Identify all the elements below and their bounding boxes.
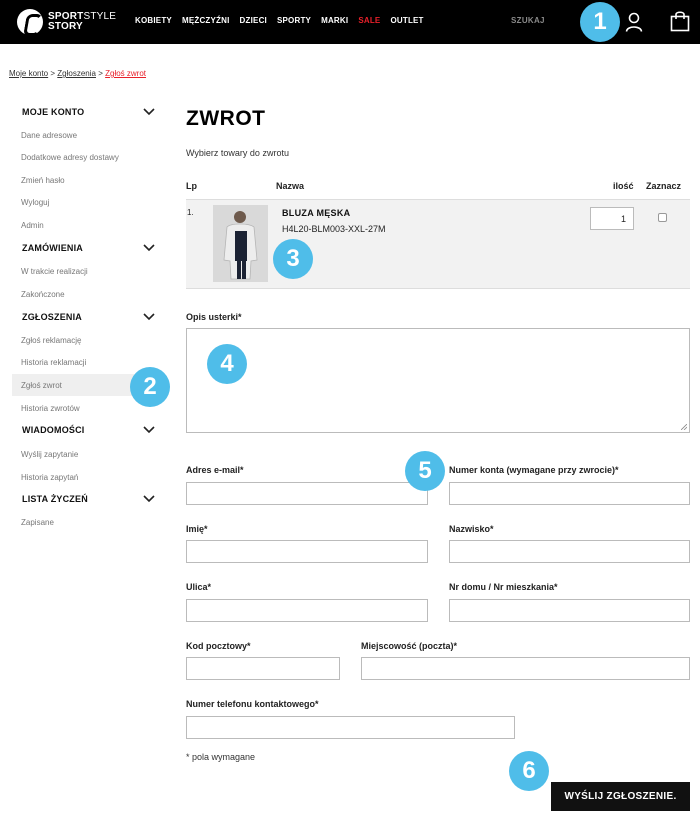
sidebar-item-dane-adresowe[interactable]: Dane adresowe bbox=[21, 131, 78, 140]
column-header-select: Zaznacz bbox=[646, 181, 682, 191]
nav-item-outlet[interactable]: OUTLET bbox=[390, 16, 424, 25]
phone-label: Numer telefonu kontaktowego* bbox=[186, 699, 319, 709]
product-name: BLUZA MĘSKA bbox=[282, 208, 351, 218]
logo-icon bbox=[17, 9, 43, 35]
chevron-down-icon[interactable] bbox=[143, 244, 155, 252]
last-name-field[interactable] bbox=[449, 540, 690, 563]
breadcrumb bbox=[9, 69, 146, 78]
column-header-qty: ilość bbox=[613, 181, 634, 191]
city-field[interactable] bbox=[361, 657, 690, 680]
sidebar-item-wyslij-zapytanie[interactable]: Wyślij zapytanie bbox=[21, 450, 79, 459]
logo-text-sport: SPORT bbox=[48, 11, 84, 22]
page-title: ZWROT bbox=[186, 107, 266, 130]
defect-description-label: Opis usterki* bbox=[186, 312, 242, 322]
chevron-down-icon[interactable] bbox=[143, 495, 155, 503]
main-nav bbox=[135, 16, 424, 25]
chevron-down-icon[interactable] bbox=[143, 313, 155, 321]
breadcrumb-zgloszenia[interactable]: Zgłoszenia bbox=[57, 69, 96, 78]
email-field[interactable] bbox=[186, 482, 428, 505]
row-number: 1. bbox=[187, 208, 194, 217]
page-subtitle: Wybierz towary do zwrotu bbox=[186, 148, 289, 158]
sidebar-section-zgloszenia[interactable]: ZGŁOSZENIA bbox=[22, 312, 82, 322]
sidebar-item-zglos-zwrot[interactable]: Zgłoś zwrot bbox=[21, 381, 62, 390]
nav-item-sale[interactable]: SALE bbox=[358, 16, 381, 25]
sidebar-item-zmien-haslo[interactable]: Zmień hasło bbox=[21, 176, 65, 185]
first-name-label: Imię* bbox=[186, 524, 208, 534]
step-marker-4: 4 bbox=[207, 344, 247, 384]
nav-item-sporty[interactable]: SPORTY bbox=[276, 16, 312, 25]
sidebar-item-historia-zwrotow[interactable]: Historia zwrotów bbox=[21, 404, 80, 413]
city-label: Miejscowość (poczta)* bbox=[361, 641, 458, 651]
search-field[interactable]: SZUKAJ bbox=[511, 16, 545, 25]
breadcrumb-separator: > bbox=[98, 69, 103, 78]
product-code: H4L20-BLM003-XXL-27M bbox=[282, 224, 386, 234]
sidebar-section-lista-zyczen[interactable]: LISTA ŻYCZEŃ bbox=[22, 494, 88, 504]
sidebar-section-wiadomosci[interactable]: WIADOMOŚCI bbox=[22, 425, 85, 435]
resize-grip-icon[interactable] bbox=[681, 424, 687, 430]
column-header-lp: Lp bbox=[186, 181, 197, 191]
postcode-field[interactable] bbox=[186, 657, 340, 680]
first-name-field[interactable] bbox=[186, 540, 428, 563]
submit-button[interactable]: WYŚLIJ ZGŁOSZENIE. bbox=[551, 782, 690, 811]
select-checkbox[interactable] bbox=[658, 213, 667, 222]
house-number-label: Nr domu / Nr mieszkania* bbox=[449, 582, 558, 592]
breadcrumb-current: Zgłoś zwrot bbox=[105, 69, 147, 78]
column-header-name: Nazwa bbox=[276, 181, 305, 191]
email-label: Adres e-mail* bbox=[186, 465, 244, 475]
required-fields-note: * pola wymagane bbox=[186, 752, 256, 762]
user-icon[interactable] bbox=[625, 12, 643, 32]
house-number-field[interactable] bbox=[449, 599, 690, 622]
sidebar-item-dodatkowe-adresy[interactable]: Dodatkowe adresy dostawy bbox=[21, 153, 119, 162]
logo-text-story: STORY bbox=[48, 21, 83, 32]
sidebar-item-historia-zapytan[interactable]: Historia zapytań bbox=[21, 473, 79, 482]
defect-description-textarea[interactable] bbox=[186, 328, 690, 433]
quantity-input[interactable]: 1 bbox=[590, 207, 634, 230]
step-marker-2: 2 bbox=[130, 367, 170, 407]
brand-logo[interactable] bbox=[17, 9, 116, 35]
postcode-label: Kod pocztowy* bbox=[186, 641, 251, 651]
chevron-down-icon[interactable] bbox=[143, 426, 155, 434]
street-field[interactable] bbox=[186, 599, 428, 622]
nav-item-marki[interactable]: MARKI bbox=[321, 16, 349, 25]
phone-field[interactable] bbox=[186, 716, 515, 739]
sidebar-item-admin[interactable]: Admin bbox=[21, 221, 44, 230]
breadcrumb-moje-konto[interactable]: Moje konto bbox=[9, 69, 49, 78]
account-number-label: Numer konta (wymagane przy zwrocie)* bbox=[449, 465, 619, 475]
step-marker-3: 3 bbox=[273, 239, 313, 279]
sidebar-item-historia-reklamacji[interactable]: Historia reklamacji bbox=[21, 358, 87, 367]
step-marker-1: 1 bbox=[580, 2, 620, 42]
sidebar-item-zakonczone[interactable]: Zakończone bbox=[21, 290, 65, 299]
chevron-down-icon[interactable] bbox=[143, 108, 155, 116]
nav-item-dzieci[interactable]: DZIECI bbox=[239, 16, 267, 25]
step-marker-5: 5 bbox=[405, 451, 445, 491]
product-image bbox=[213, 205, 268, 282]
logo-text-style: STYLE bbox=[83, 11, 117, 22]
shopping-bag-icon[interactable] bbox=[670, 10, 690, 32]
step-marker-6: 6 bbox=[509, 751, 549, 791]
account-number-field[interactable] bbox=[449, 482, 690, 505]
breadcrumb-separator: > bbox=[50, 69, 56, 78]
sidebar-section-zamowienia[interactable]: ZAMÓWIENIA bbox=[22, 243, 83, 253]
sidebar-item-zglos-reklamacje[interactable]: Zgłoś reklamację bbox=[21, 336, 82, 345]
sidebar-item-w-trakcie[interactable]: W trakcie realizacji bbox=[21, 267, 88, 276]
sidebar-section-moje-konto[interactable]: MOJE KONTO bbox=[22, 107, 85, 117]
nav-item-kobiety[interactable]: KOBIETY bbox=[135, 16, 172, 25]
sidebar-item-zapisane[interactable]: Zapisane bbox=[21, 518, 54, 527]
sidebar-item-wyloguj[interactable]: Wyloguj bbox=[21, 198, 50, 207]
nav-item-mezczyzni[interactable]: MĘŻCZYŹNI bbox=[181, 16, 230, 25]
last-name-label: Nazwisko* bbox=[449, 524, 494, 534]
street-label: Ulica* bbox=[186, 582, 212, 592]
